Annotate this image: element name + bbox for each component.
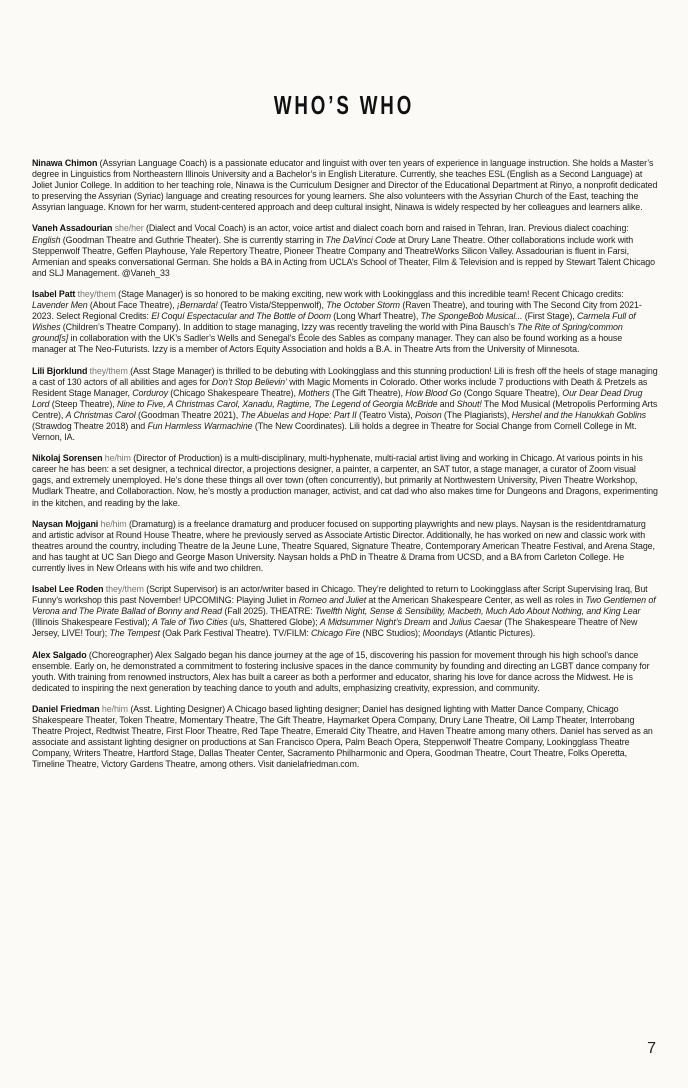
bio-title-italic: Fun Harmless Warmachine <box>147 420 253 431</box>
bio-entry <box>32 289 658 356</box>
bio-text: with Magic Moments in Colorado. Other works include 7 productions with Death & Pretzels as Resident Stage Manager, <box>32 376 648 398</box>
bio-entry <box>32 158 658 213</box>
bio-text: (Asst Stage Manager) is thrilled to be debuting with Lookingglass and this stunning production! Lili is fresh off the heels of stage managing a cast of 130 actors of all abilities and ages for <box>32 365 658 387</box>
bio-title-italic: Our Dear Dead Drug Lord <box>32 387 643 409</box>
bio-name: Lili Bjorklund <box>32 365 88 376</box>
bio-name: Nikolaj Sorensen <box>32 453 103 464</box>
bio-title-italic: Lavender Men <box>32 300 88 311</box>
bio-text: (u/s, Shattered Globe); <box>227 617 320 628</box>
bio-text: (Long Wharf Theatre), <box>330 311 421 322</box>
bio-title-italic: Corduroy <box>132 387 168 398</box>
bio-name: Alex Salgado <box>32 649 87 660</box>
bio-entry <box>32 704 658 771</box>
bio-name: Isabel Patt <box>32 288 76 299</box>
bio-text: (Illinois Shakespeare Festival); <box>32 617 153 628</box>
bio-text: (Fall 2025). THEATRE: <box>221 606 316 617</box>
bio-text: (The New Coordinates). Lili holds a degree in Theatre for Social Change from Cornell College in Mt. Vernon, IA. <box>32 420 637 443</box>
bio-pronouns: he/him <box>102 453 131 464</box>
bio-text: and <box>437 398 457 409</box>
bio-title-italic: A Tale of Two Cities <box>152 617 228 628</box>
bio-title-italic: The Rite of Spring/common ground[s] <box>32 322 623 344</box>
bio-title-italic: Julius Caesar <box>449 617 502 628</box>
bio-entry <box>32 453 658 508</box>
bio-title-italic: The October Storm <box>326 300 400 311</box>
bio-name: Daniel Friedman <box>32 703 100 714</box>
bio-title-italic: Mothers <box>298 387 330 398</box>
bio-title-italic: El Coquí Espectacular and The Bottle of Doom <box>151 311 331 322</box>
bio-text: (Choreographer) Alex Salgado began his dance journey at the age of 15, discovering his passion for movement through his high school’s dance ensemble. Early on, he demonstrated a commitment to fostering inclusive spaces in the dance community by founding and directing an LGBT dance company for youth. With training from renowned instructors, Alex has built a career as both a performer and educator, sharing his love for dance across the Midwest. He is dedicated to inspiring the next generation by teaching dance to youth and adults, emphasizing creativity, expression, and community. <box>32 649 650 693</box>
bio-entry <box>32 366 658 444</box>
bio-entry <box>32 650 658 694</box>
bio-text: (NBC Studios); <box>360 628 423 639</box>
bio-title-italic: Romeo and Juliet <box>298 595 367 606</box>
page-title: WHO’S WHO <box>273 90 415 120</box>
bio-title-italic: Poison <box>415 409 442 420</box>
bio-text: (Teatro Vista/Steppenwolf), <box>217 300 327 311</box>
bio-name: Vaneh Assadourian <box>32 223 113 234</box>
bio-text: (The Gift Theatre), <box>329 387 406 398</box>
bio-text: (Dramaturg) is a freelance dramaturg and producer focused on supporting playwrights and new plays. Naysan is the residentdramaturg and artistic advisor at Round House Theatre, where he previously served as Associate Artistic Director. Additionally, he has worked on new and classic work with theatres around the country, including Theatre de la Jeune Lune, Theatre Squared, Signature Theatre, Contemporary American Theatre Festival, and Arena Stage, and has taught at UC San Diego and George Mason University. Naysan holds a PhD in Theatre & Drama from UCSD, and a BA from Carleton College. He currently lives in New Orleans with his wife and two children. <box>32 518 655 573</box>
bio-title-italic: A Midsummer Night’s Dream <box>319 617 431 628</box>
bio-text: (Atlantic Pictures). <box>462 628 536 639</box>
bio-title-italic: The SpongeBob Musical... <box>420 311 523 322</box>
bio-text: (Dialect and Vocal Coach) is an actor, voice artist and dialect coach born and raised in Tehran, Iran. Previous dialect coaching: <box>143 223 629 234</box>
bio-title-italic: Hershel and the Hanukkah Goblins <box>511 409 647 420</box>
bio-name: Ninawa Chimon <box>32 158 98 168</box>
bio-text: (Steep Theatre), <box>49 398 117 409</box>
bio-title-italic: The Tempest <box>109 628 160 639</box>
bio-title-italic: Chicago Fire <box>311 628 361 639</box>
bio-title-italic: Shout! <box>456 398 482 409</box>
bio-name: Naysan Mojgani <box>32 518 99 529</box>
bio-text: (Congo Square Theatre), <box>461 387 563 398</box>
bio-title-italic: Carmela Full of Wishes <box>32 311 636 333</box>
bio-title-italic: Nine to Five, A Christmas Carol, Xanadu, Ragtime, The Legend of Georgia McBride <box>116 398 438 409</box>
bio-text: (Director of Production) is a multi-disciplinary, multi-hyphenate, multi-racial artist living and working in Chicago. At various points in his career he has been: a set designer, a technical director, a projections designer, a painter, a carpenter, an SAT tutor, a stage manager, a curator of Zoom visual gags, and extremely unemployed. He’s done these things all over town (often concurrently), but primarily at Northwestern University, Piven Theatre Workshop, Mudlark Theatre, and Collaboraction. Now, he’s mostly a production manager, activist, and cat dad who also makes time for Dungeons and Dragons, experimenting in the kitchen, and reading by the lake. <box>32 453 658 508</box>
bio-title-italic: A Christmas Carol <box>65 409 136 420</box>
bio-entry <box>32 519 658 574</box>
bio-title-italic: ¡Bernarda! <box>176 300 218 311</box>
bio-text: (Chicago Shakespeare Theatre), <box>167 387 299 398</box>
page-number: 7 <box>647 1040 656 1057</box>
bio-title-italic: English <box>32 234 61 245</box>
bio-pronouns: they/them <box>87 365 128 376</box>
bio-text: (About Face Theatre), <box>87 300 177 311</box>
bio-text: (Strawdog Theatre 2018) and <box>32 420 148 431</box>
bio-title-italic: Don’t Stop Believin’ <box>211 376 287 387</box>
bio-text: at the American Shakespeare Center, as well as roles in <box>366 595 586 606</box>
bio-text: (Goodman Theatre and Guthrie Theater). She is currently starring in <box>60 234 326 245</box>
bio-pronouns: they/them <box>103 584 144 595</box>
bio-text: (Asst. Lighting Designer) A Chicago based lighting designer; Daniel has designed lighting with Matter Dance Company, Chicago Shakespeare Theater, Token Theatre, Momentary Theatre, The Gift Theatre, Haymarket Opera Company, Drury Lane Theatre, Oil Lamp Theater, Interrobang Theatre Project, Redtwist Theatre, First Floor Theatre, Red Tape Theatre, Emerald City Theatre, and Haven Theatre among many others. Daniel has served as an associate and assistant lighting designer on productions at San Francisco Opera, Palm Beach Opera, Steppenwolf Theatre Company, Lookingglass Theatre Company, Writers Theatre, Hartford Stage, Dallas Theater Center, Sacramento Philharmonic and Opera, Goodman Theatre, Court Theatre, Folks Operetta, Timeline Theatre, Victory Gardens Theatre, among others. Visit danielafriedman.com. <box>32 703 653 770</box>
bio-title-italic: Moondays <box>422 628 463 639</box>
bio-name: Isabel Lee Roden <box>32 584 104 595</box>
bio-text: The Mod Musical (Metropolis Performing Arts Centre), <box>32 398 658 420</box>
bios-list <box>32 158 658 781</box>
bio-title-italic: The DaVinci Code <box>325 234 396 245</box>
bio-text: (The Shakespeare Theatre of New Jersey, LIVE! Tour); <box>32 617 638 639</box>
bio-text: (Stage Manager) is so honored to be making exciting, new work with Lookingglass and this incredible team! Recent Chicago credits: <box>115 288 624 299</box>
bio-text: (The Plagiarists), <box>441 409 512 420</box>
bio-text: (Raven Theatre), and touring with The Second City from 2021-2023. Select Regional Credits: <box>32 300 642 322</box>
bio-entry <box>32 584 658 639</box>
bio-text: (Oak Park Festival Theatre). TV/FILM: <box>159 628 311 639</box>
bio-text: (Teatro Vista), <box>356 409 415 420</box>
bio-title-italic: Twelfth Night, Sense & Sensibility, Macbeth, Much Ado About Nothing, and King Lear <box>315 606 641 617</box>
bio-text: (Assyrian Language Coach) is a passionate educator and linguist with over ten years of experience in language instruction. She holds a Master’s degree in Linguistics from Northeastern Illinois University and a Bachelor’s in English Literature. Currently, she teaches ESL (English as a Second Language) at Joliet Junior College. In addition to her teaching role, Ninawa is the Curriculum Designer and Director of the Educational Department at Rinyo, a nonprofit dedicated to preserving the Assyrian (Syriac) language and creating resources for young learners. She also volunteers with the Assyrian Church of the East, teaching the Assyrian language. Known for her warm, student-centered approach and deep cultural insight, Ninawa is widely respected by her colleagues and learners alike. <box>32 158 658 213</box>
bio-text: (Script Supervisor) is an actor/writer based in Chicago. They’re delighted to return to Lookingglass after Script Supervising Iraq, But Funny’s workshop this past November! UPCOMING: Playing Juliet in <box>32 584 648 606</box>
bio-pronouns: she/her <box>112 223 144 234</box>
bio-text: in collaboration with the UK’s Sadler’s Wells and Senegal’s École des Sables as company manager. They can also be found working as a house manager at The Neo-Futurists. Izzy is a member of Actors Equity Association and holds a B.A. in Theatre Arts from the University of Minnesota. <box>32 333 623 355</box>
bio-text: (First Stage), <box>522 311 577 322</box>
bio-text: (Children’s Theatre Company). In addition to stage managing, Izzy was recently traveling the world with Pina Bausch’s <box>60 322 518 333</box>
bio-pronouns: he/him <box>99 703 128 714</box>
bio-title-italic: How Blood Go <box>405 387 462 398</box>
bio-text: (Goodman Theatre 2021), <box>135 409 241 420</box>
bio-pronouns: he/him <box>98 518 127 529</box>
bio-title-italic: The Abuelas and Hope: Part II <box>240 409 357 420</box>
bio-pronouns: they/them <box>75 288 116 299</box>
bio-title-italic: Two Gentlemen of Verona and The Pirate Ballad of Bonny and Read <box>32 595 656 617</box>
bio-text: at Drury Lane Theatre. Other collaborations include work with Steppenwolf Theatre, Geffen Playhouse, Yale Repertory Theatre, Pioneer Theatre Company and TheatreWorks Silicon Valley. Assadourian is fluent in Farsi, Armenian and speaks conversational German. She holds a BA in Acting from UCLA’s School of Theater, Film & Television and is repped by Stewart Talent Chicago and SLJ Management. @Vaneh_33 <box>32 234 655 278</box>
bio-text: and <box>430 617 450 628</box>
bio-entry <box>32 223 658 278</box>
